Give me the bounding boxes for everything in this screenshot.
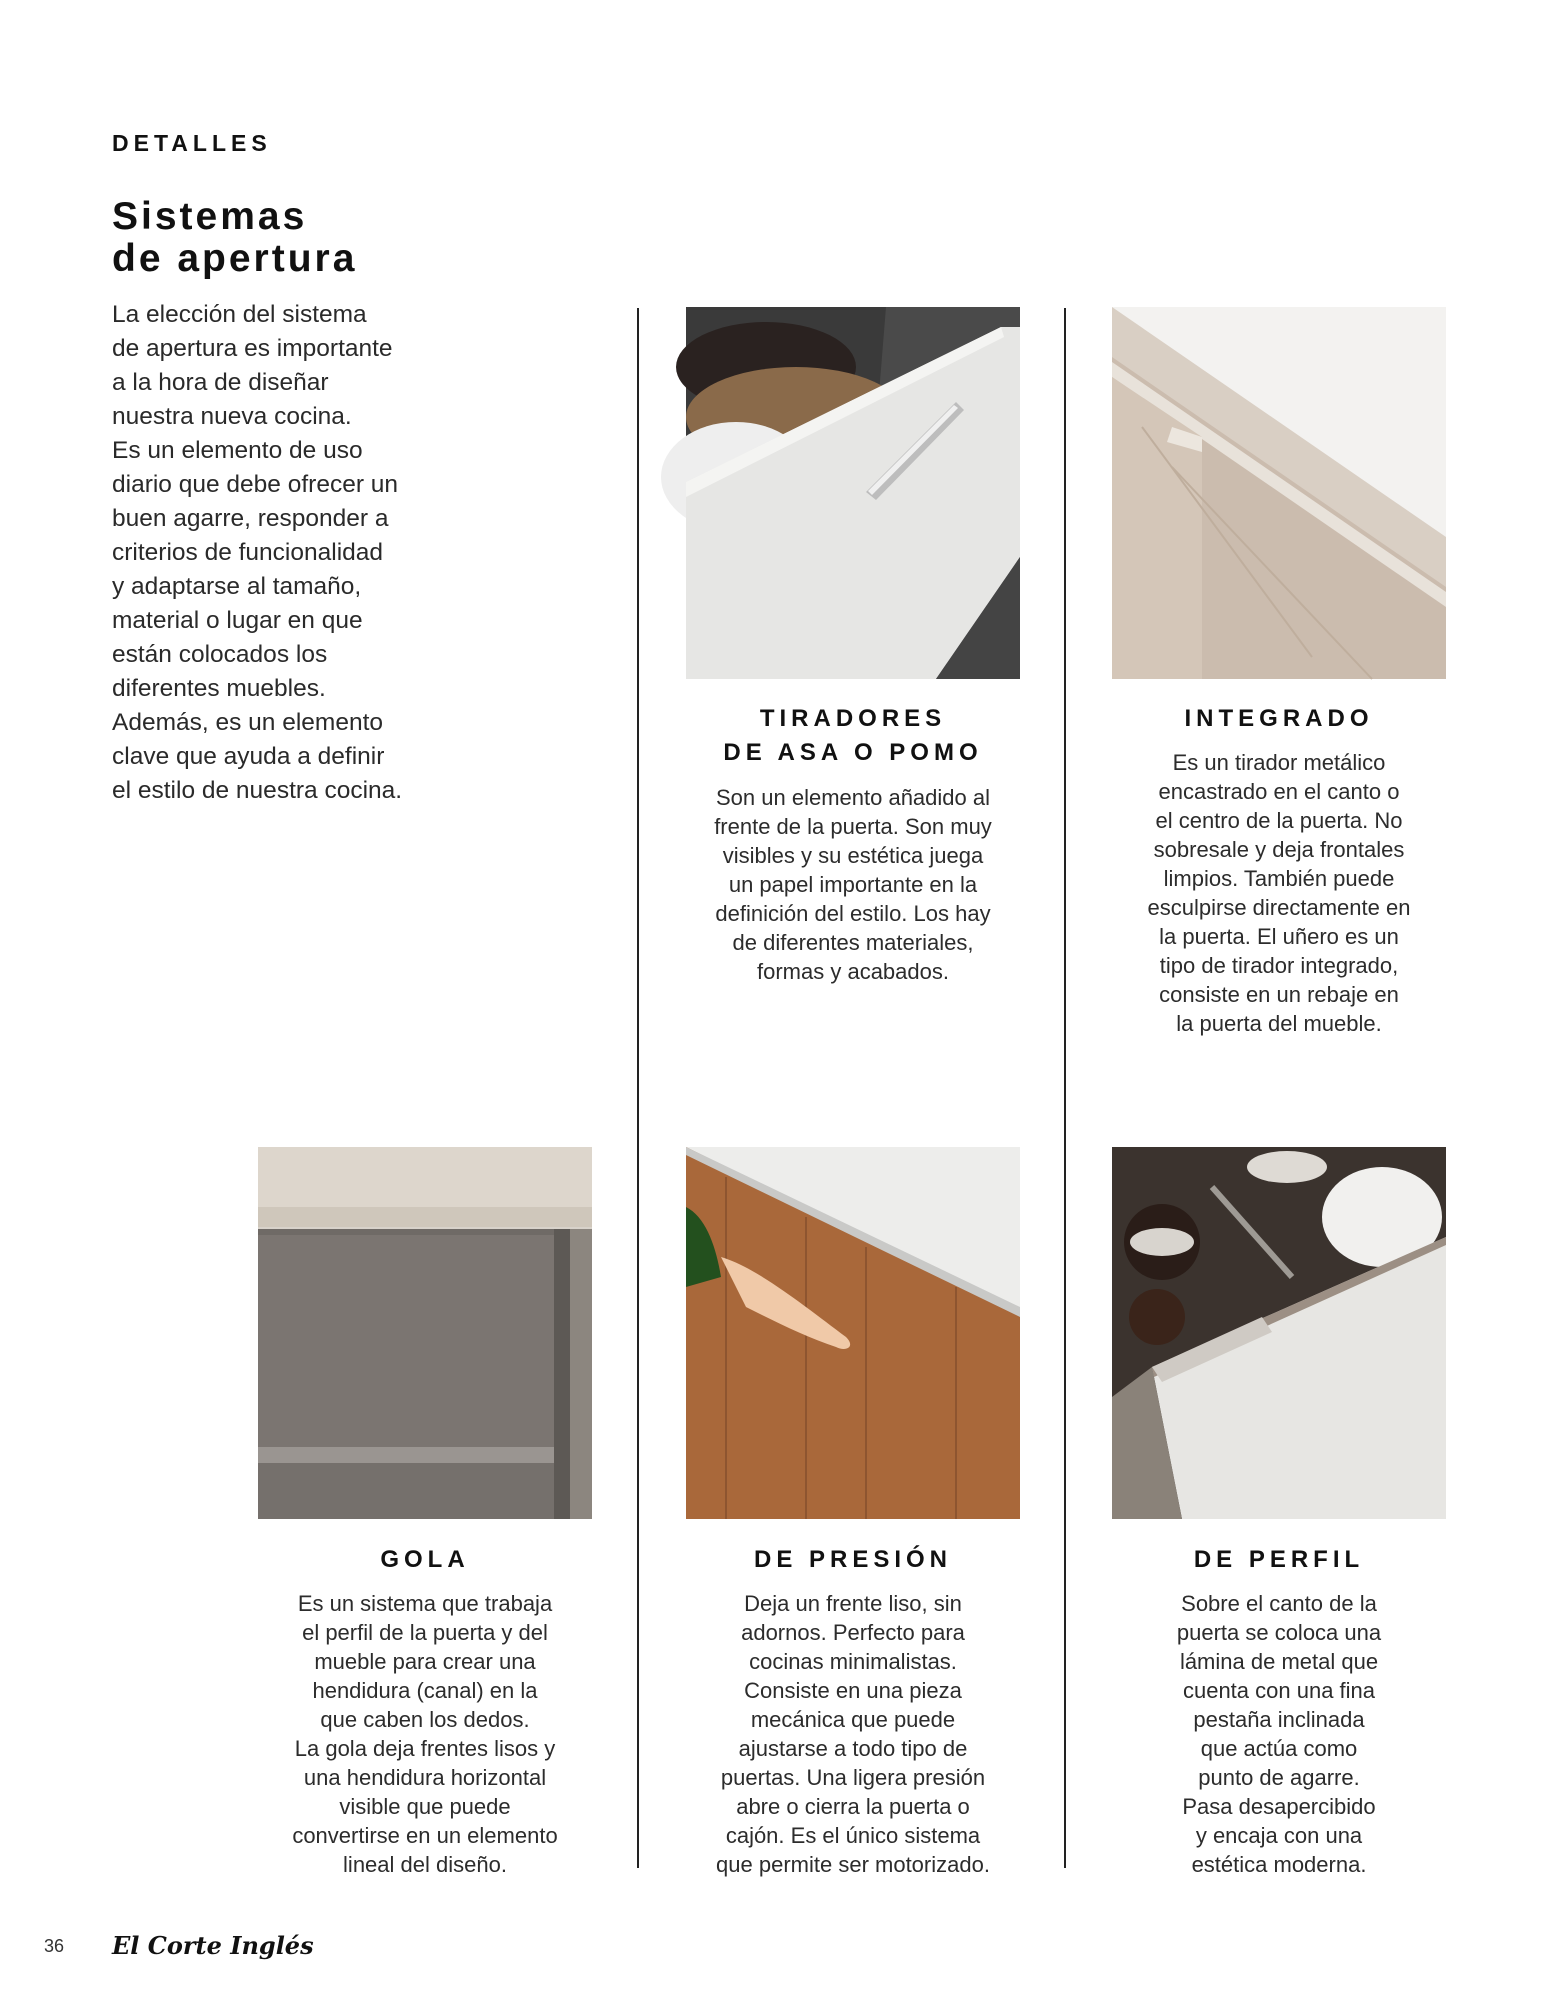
intro-line: y adaptarse al tamaño, bbox=[112, 573, 362, 600]
desc-line: formas y acabados. bbox=[757, 959, 949, 984]
desc-line: encastrado en el canto o bbox=[1158, 779, 1400, 804]
desc-line: cajón. Es el único sistema bbox=[725, 1823, 981, 1848]
desc-line: ajustarse a todo tipo de bbox=[738, 1736, 968, 1761]
intro-line: Además, es un elemento bbox=[112, 709, 384, 736]
page-number: 36 bbox=[44, 1936, 65, 1956]
integrado-photo bbox=[1112, 307, 1446, 679]
desc-line: lineal del diseño. bbox=[343, 1852, 507, 1877]
brand-logo bbox=[110, 1926, 314, 1971]
gola-description bbox=[258, 1589, 592, 1879]
desc-line: una hendidura horizontal bbox=[303, 1765, 547, 1790]
desc-line: esculpirse directamente en bbox=[1147, 895, 1411, 920]
desc-line: limpios. También puede bbox=[1163, 866, 1395, 891]
intro-line: nuestra nueva cocina. bbox=[112, 403, 352, 430]
intro-line: a la hora de diseñar bbox=[112, 369, 329, 396]
heading-line: INTEGRADO bbox=[1184, 705, 1374, 732]
desc-line: punto de agarre. bbox=[1198, 1765, 1360, 1790]
desc-line: pestaña inclinada bbox=[1193, 1707, 1365, 1732]
heading-line: DE PERFIL bbox=[1193, 1546, 1365, 1573]
heading-line: GOLA bbox=[380, 1546, 470, 1573]
desc-line: Deja un frente liso, sin bbox=[744, 1591, 962, 1616]
desc-line: convertirse en un elemento bbox=[292, 1823, 558, 1848]
heading-line: DE ASA O POMO bbox=[723, 739, 983, 766]
column-divider bbox=[637, 308, 639, 1868]
desc-line: Es un sistema que trabaja bbox=[297, 1591, 553, 1616]
desc-line: La gola deja frentes lisos y bbox=[294, 1736, 556, 1761]
desc-line: que permite ser motorizado. bbox=[716, 1852, 990, 1877]
desc-line: hendidura (canal) en la bbox=[312, 1678, 538, 1703]
desc-line: Son un elemento añadido al bbox=[716, 785, 990, 810]
intro-line: La elección del sistema bbox=[112, 301, 367, 328]
desc-line: puerta se coloca una bbox=[1176, 1620, 1382, 1645]
perfil-photo bbox=[1112, 1147, 1446, 1519]
presion-description bbox=[686, 1589, 1020, 1879]
desc-line: Consiste en una pieza bbox=[744, 1678, 962, 1703]
desc-line: Pasa desapercibido bbox=[1182, 1794, 1376, 1819]
presion-photo bbox=[686, 1147, 1020, 1519]
tiradores-photo bbox=[686, 307, 1020, 679]
intro-line: criterios de funcionalidad bbox=[112, 539, 384, 566]
desc-line: consiste en un rebaje en bbox=[1159, 982, 1399, 1007]
desc-line: de diferentes materiales, bbox=[732, 930, 974, 955]
tiradores-heading bbox=[686, 702, 1020, 770]
desc-line: Sobre el canto de la bbox=[1181, 1591, 1377, 1616]
intro-line: buen agarre, responder a bbox=[112, 505, 389, 532]
heading-line: TIRADORES bbox=[759, 705, 947, 732]
heading-line: DE PRESIÓN bbox=[753, 1546, 953, 1573]
desc-line: puertas. Una ligera presión bbox=[720, 1765, 986, 1790]
svg-text:El Corte Inglés: El Corte Inglés bbox=[112, 1931, 314, 1960]
desc-line: frente de la puerta. Son muy bbox=[714, 814, 992, 839]
desc-line: mecánica que puede bbox=[750, 1707, 956, 1732]
desc-line: Es un tirador metálico bbox=[1172, 750, 1386, 775]
desc-line: y encaja con una bbox=[1195, 1823, 1363, 1848]
desc-line: definición del estilo. Los hay bbox=[715, 901, 991, 926]
desc-line: la puerta del mueble. bbox=[1176, 1011, 1382, 1036]
desc-line: un papel importante en la bbox=[728, 872, 978, 897]
desc-line: mueble para crear una bbox=[314, 1649, 536, 1674]
intro-line: el estilo de nuestra cocina. bbox=[112, 777, 403, 804]
intro-line: diario que debe ofrecer un bbox=[112, 471, 399, 498]
desc-line: visible que puede bbox=[339, 1794, 511, 1819]
intro-line: material o lugar en que bbox=[112, 607, 363, 634]
column-divider bbox=[1064, 308, 1066, 1868]
gola-heading bbox=[258, 1543, 592, 1577]
tiradores-description bbox=[686, 783, 1020, 986]
presion-heading bbox=[686, 1543, 1020, 1577]
desc-line: la puerta. El uñero es un bbox=[1159, 924, 1399, 949]
desc-line: que caben los dedos. bbox=[320, 1707, 530, 1732]
perfil-heading bbox=[1112, 1543, 1446, 1577]
page-title-line: de apertura bbox=[112, 237, 358, 280]
desc-line: el centro de la puerta. No bbox=[1155, 808, 1403, 833]
desc-line: el perfil de la puerta y del bbox=[302, 1620, 548, 1645]
desc-line: tipo de tirador integrado, bbox=[1159, 953, 1399, 978]
desc-line: que actúa como bbox=[1200, 1736, 1358, 1761]
section-eyebrow: DETALLES bbox=[112, 130, 272, 156]
desc-line: cocinas minimalistas. bbox=[749, 1649, 957, 1674]
perfil-description bbox=[1112, 1589, 1446, 1879]
desc-line: cuenta con una fina bbox=[1182, 1678, 1376, 1703]
intro-line: de apertura es importante bbox=[112, 335, 393, 362]
intro-line: están colocados los bbox=[112, 641, 328, 668]
desc-line: abre o cierra la puerta o bbox=[736, 1794, 970, 1819]
page-title bbox=[112, 196, 357, 280]
desc-line: lámina de metal que bbox=[1179, 1649, 1379, 1674]
page-title-line: Sistemas bbox=[112, 195, 308, 238]
integrado-heading bbox=[1112, 702, 1446, 736]
intro-line: diferentes muebles. bbox=[112, 675, 326, 702]
desc-line: sobresale y deja frontales bbox=[1153, 837, 1405, 862]
intro-paragraph bbox=[112, 298, 472, 808]
intro-line: clave que ayuda a definir bbox=[112, 743, 385, 770]
desc-line: visibles y su estética juega bbox=[722, 843, 984, 868]
desc-line: estética moderna. bbox=[1191, 1852, 1367, 1877]
desc-line: adornos. Perfecto para bbox=[741, 1620, 965, 1645]
integrado-description bbox=[1112, 748, 1446, 1038]
gola-photo bbox=[258, 1147, 592, 1519]
intro-line: Es un elemento de uso bbox=[112, 437, 363, 464]
